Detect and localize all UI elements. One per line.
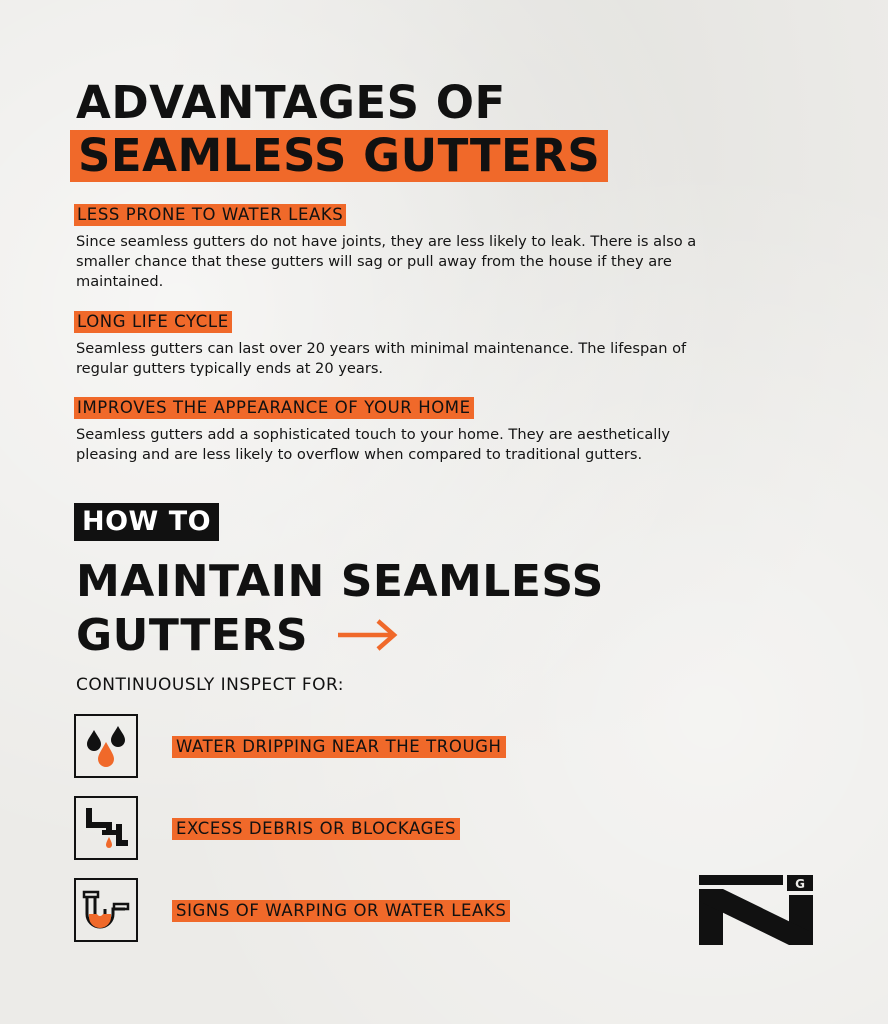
advantage-body: Seamless gutters add a sophisticated touch to your home. They are aesthetically pleasing and are less likely to overflow when compared to traditional gutters. (76, 426, 671, 463)
inspect-item-label: WATER DRIPPING NEAR THE TROUGH (172, 736, 506, 758)
inspect-item-label: EXCESS DEBRIS OR BLOCKAGES (172, 818, 460, 840)
advantage-leaks (76, 204, 726, 292)
howto-badge: HOW TO (74, 503, 219, 541)
page-title-line2: SEAMLESS GUTTERS (70, 130, 608, 182)
advantage-appearance (76, 397, 726, 465)
advantage-body: Since seamless gutters do not have joints, they are less likely to leak. There is also a smaller chance that these gutters will sag or pull away from the house if they are maintained. (76, 233, 697, 290)
leaking-pipe-icon (74, 796, 138, 860)
inspect-subtitle: CONTINUOUSLY INSPECT FOR: (76, 675, 344, 695)
water-drops-icon (74, 714, 138, 778)
u-pipe-icon (74, 878, 138, 942)
arrow-right-icon (338, 611, 398, 665)
advantage-lifecycle (76, 311, 726, 379)
svg-text:G: G (795, 877, 805, 891)
maintain-title-line1: MAINTAIN SEAMLESS (76, 556, 604, 607)
page-title-line1: ADVANTAGES OF (76, 76, 506, 129)
advantage-heading: LONG LIFE CYCLE (74, 311, 232, 333)
maintain-title-line2-wrap (76, 609, 604, 665)
advantage-body: Seamless gutters can last over 20 years with minimal maintenance. The lifespan of regular gutters typically ends at 20 years. (76, 340, 687, 377)
inspect-item-label: SIGNS OF WARPING OR WATER LEAKS (172, 900, 510, 922)
maintain-title-line2: GUTTERS (76, 610, 309, 661)
advantage-heading: LESS PRONE TO WATER LEAKS (74, 204, 346, 226)
maintain-title (76, 555, 604, 665)
advantage-heading: IMPROVES THE APPEARANCE OF YOUR HOME (74, 397, 474, 419)
brand-logo-icon (697, 873, 815, 951)
